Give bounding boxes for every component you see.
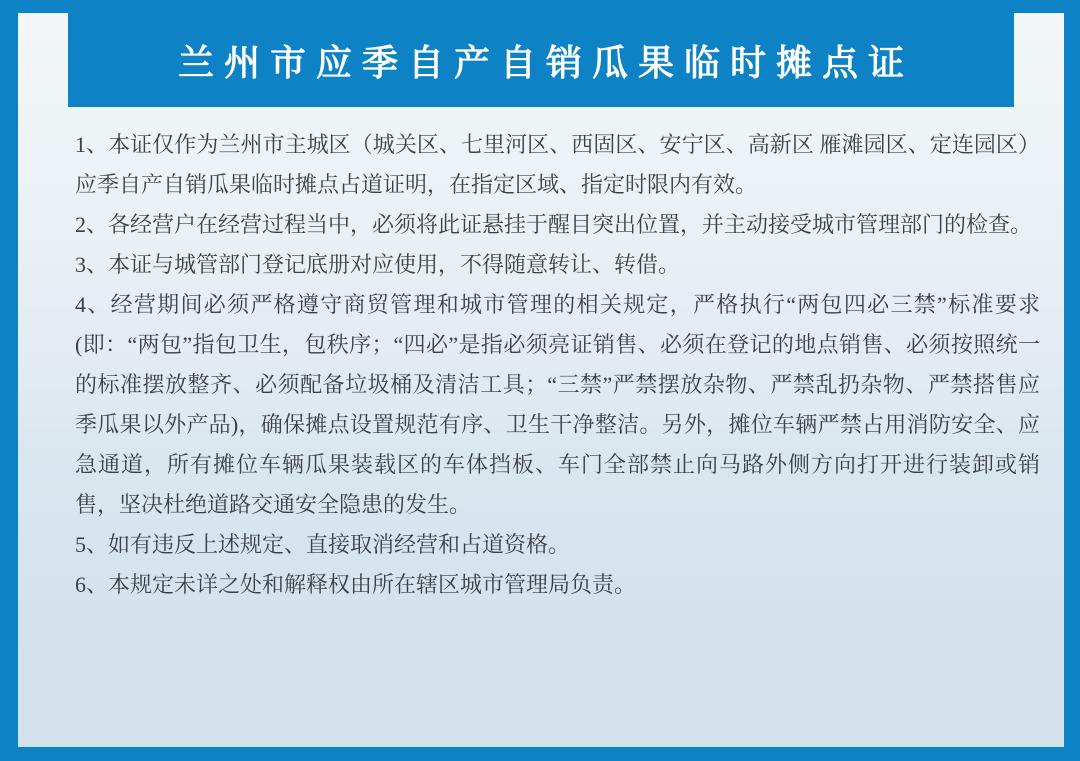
rule-item-2: 2、各经营户在经营过程当中，必须将此证悬挂于醒目突出位置，并主动接受城市管理部门的检查。 xyxy=(75,212,1033,237)
title-band xyxy=(68,13,1014,107)
rule-item-3: 3、本证与城管部门登记底册对应使用，不得随意转让、转借。 xyxy=(75,252,681,277)
certificate-page xyxy=(18,13,1064,747)
rule-item-5: 5、如有违反上述规定、直接取消经营和占道资格。 xyxy=(75,532,571,557)
rule-item-4: 4、经营期间必须严格遵守商贸管理和城市管理的相关规定，严格执行“两包四必三禁”标准要求(即：“两包”指包卫生，包秩序；“四必”是指必须亮证销售、必须在登记的地点销售、必须按照统一的标准摆放整齐、必须配备垃圾桶及清洁工具；“三禁”严禁摆放杂物、严禁乱扔杂物、严禁搭售应季瓜果以外产品)，确保摊点设置规范有序、卫生干净整洁。另外，摊位车辆严禁占用消防安全、应急通道，所有摊位车辆瓜果装载区的车体挡板、车门全部禁止向马路外侧方向打开进行装卸或销售，坚决杜绝道路交通安全隐患的发生。 xyxy=(75,292,1040,517)
rule-item-6: 6、本规定未详之处和解释权由所在辖区城市管理局负责。 xyxy=(75,572,637,597)
certificate-title: 兰州市应季自产自销瓜果临时摊点证 xyxy=(177,41,914,83)
rules-list xyxy=(75,125,1040,605)
rule-item-1: 1、本证仅作为兰州市主城区（城关区、七里河区、西固区、安宁区、高新区 雁滩园区、定连园区）应季自产自销瓜果临时摊点占道证明，在指定区域、指定时限内有效。 xyxy=(75,132,1040,197)
